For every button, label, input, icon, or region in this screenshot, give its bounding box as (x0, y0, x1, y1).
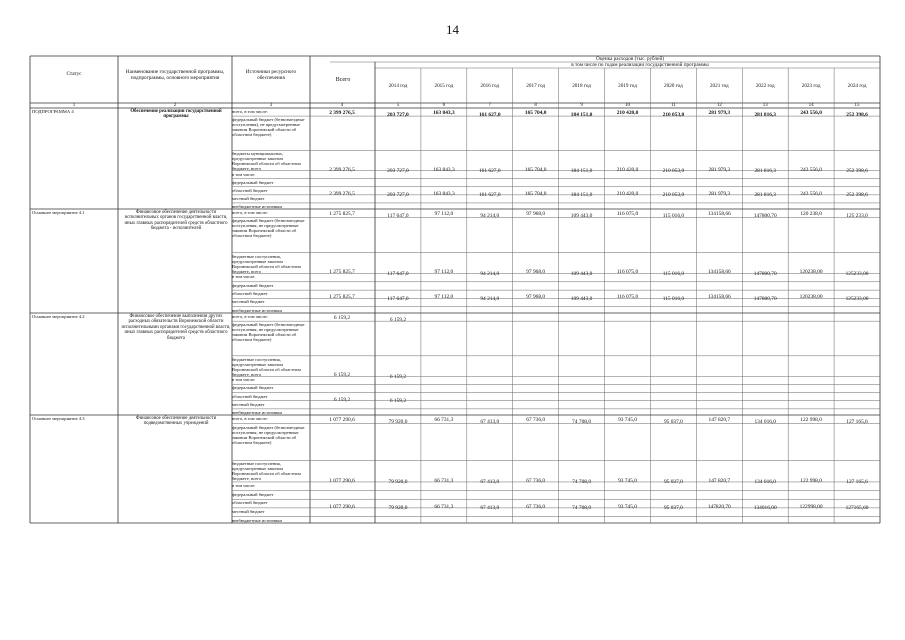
page-number: 14 (446, 22, 459, 37)
source-label: всего, в том числе: (232, 109, 268, 114)
source-label: областной бюджет (232, 393, 268, 399)
source-label: всего, в том числе: (232, 210, 268, 215)
column-number: 1 (72, 103, 76, 108)
value-cell: 97 968,0 (526, 211, 546, 218)
section-status: ПОДПРОГРАММА 4 (32, 109, 74, 114)
source-label: в том числе: (232, 274, 256, 280)
value-cell: 94 214,0 (480, 212, 500, 219)
value-cell: 2 399 276,5 (329, 110, 355, 117)
value-cell: 120 238,0 (800, 211, 822, 218)
source-label: местный бюджет (232, 508, 265, 514)
source-label: федеральный бюджет (безвозмездные поступления, не предусмотренные законом Воронежской области об областном бюджете) (232, 322, 305, 343)
source-label: федеральный бюджет (232, 282, 274, 288)
value-cell: 147800,70 (753, 295, 777, 302)
value-cell: 184 151,0 (570, 192, 593, 199)
source-label: внебюджетные источники (232, 517, 282, 523)
value-cell: 210 053,0 (662, 111, 685, 118)
section-status: Основное мероприятие 4.2 (32, 314, 85, 319)
source-label: внебюджетные источники (232, 409, 282, 415)
value-cell: 94 214,0 (480, 270, 500, 277)
source-label: местный бюджет (232, 299, 265, 305)
value-cell: 117 647,0 (387, 295, 409, 302)
source-label: федеральный бюджет (безвозмездные поступления, не предусмотренные законом Воронежской области об областном бюджете) (232, 218, 305, 239)
value-cell: 134016,00 (753, 505, 777, 512)
column-number: 5 (396, 103, 400, 108)
year-header: 2020 год (664, 83, 683, 89)
value-cell: 184 151,0 (570, 168, 593, 175)
value-cell: 161 627,0 (478, 111, 501, 118)
value-cell: 120238,00 (799, 294, 823, 301)
value-cell: 79 920,0 (388, 418, 408, 425)
value-cell: 243 556,0 (800, 166, 822, 173)
value-cell: 203 727,0 (387, 111, 409, 118)
value-cell: 147800,70 (753, 212, 777, 219)
value-cell: 97 968,0 (526, 294, 546, 301)
value-cell: 116 075,0 (616, 269, 639, 276)
value-cell: 147 820,7 (708, 417, 731, 424)
value-cell: 67 413,0 (480, 479, 500, 486)
value-cell: 97 112,0 (434, 269, 454, 276)
value-cell: 243 556,0 (800, 110, 822, 117)
source-label: внебюджетные источники (232, 203, 282, 209)
value-cell: 97 112,0 (434, 294, 454, 301)
value-cell: 109 443,0 (570, 270, 593, 277)
year-header: 2015 год (434, 83, 454, 89)
value-cell: 210 420,0 (616, 190, 639, 197)
value-cell: 1 077 290,6 (329, 503, 355, 510)
source-label: всего, в том числе: (232, 416, 268, 421)
value-cell: 120238,00 (799, 269, 823, 276)
value-cell: 184 151,0 (570, 111, 593, 118)
value-cell: 147800,70 (753, 270, 777, 277)
source-label: местный бюджет (232, 401, 265, 407)
value-cell: 93 745,0 (618, 477, 637, 484)
year-header: 2022 год (755, 83, 775, 89)
value-cell: 6 159,2 (333, 372, 351, 379)
source-label: бюджетные поступления, предусмотренные законом Воронежской области об областном бюджете, всего (232, 253, 301, 274)
value-cell: 125233,00 (845, 295, 869, 302)
column-number: 10 (625, 103, 630, 108)
value-cell: 252 398,6 (846, 192, 868, 199)
value-cell: 67 736,0 (526, 477, 546, 484)
year-header: 2016 год (480, 83, 500, 89)
value-cell: 161 627,0 (478, 192, 501, 199)
source-label: в том числе: (232, 482, 256, 488)
value-cell: 74 708,0 (572, 479, 592, 486)
value-cell: 115 016,0 (662, 270, 685, 277)
header-group-title: Оценка расходов (тыс. рублей) (596, 56, 664, 62)
value-cell: 125233,00 (845, 270, 869, 277)
value-cell: 127 165,6 (846, 479, 868, 486)
value-cell: 116 075,0 (616, 211, 639, 218)
value-cell: 161 627,0 (478, 168, 501, 175)
value-cell: 134158,66 (707, 294, 731, 301)
source-label: бюджеты муниципальных, предусмотренные законом Воронежской области об областном бюджете, всего (232, 151, 301, 172)
value-cell: 125 233,0 (846, 212, 868, 219)
section-status: Основное мероприятие 4.3 (32, 416, 85, 421)
header-total: Всего (335, 77, 351, 83)
column-number: 3 (269, 103, 273, 108)
value-cell: 109 443,0 (570, 295, 593, 302)
value-cell: 163 843,3 (433, 110, 455, 117)
column-number: 8 (534, 103, 537, 108)
column-number: 13 (762, 103, 768, 108)
value-cell: 252 398,6 (846, 168, 868, 175)
value-cell: 2 399 276,5 (329, 190, 355, 197)
year-header: 2024 год (847, 83, 867, 89)
year-header: 2014 год (388, 83, 408, 89)
value-cell: 127 165,6 (846, 418, 868, 425)
value-cell: 94 214,0 (480, 295, 500, 302)
value-cell: 6 159,2 (333, 396, 351, 403)
source-label: местный бюджет (232, 195, 265, 201)
section-name: Финансовое обеспечение деятельности подведомственных учреждений (135, 416, 217, 427)
value-cell: 134 016,0 (754, 418, 776, 425)
value-cell: 2 399 276,5 (329, 166, 355, 173)
value-cell: 122 998,0 (800, 477, 822, 484)
value-cell: 97 112,0 (434, 211, 454, 218)
value-cell: 6 159,2 (389, 398, 407, 405)
value-cell: 134158,66 (707, 269, 731, 276)
value-cell: 203 727,0 (387, 168, 409, 175)
value-cell: 1 077 290,6 (329, 477, 355, 484)
value-cell: 163 843,3 (433, 190, 455, 197)
value-cell: 210 053,0 (662, 192, 685, 199)
value-cell: 163 843,3 (433, 166, 455, 173)
value-cell: 147820,70 (707, 503, 731, 510)
value-cell: 93 745,0 (618, 417, 637, 424)
source-label: федеральный бюджет (232, 179, 274, 185)
value-cell: 67 413,0 (480, 418, 500, 425)
value-cell: 134 016,0 (754, 479, 776, 486)
value-cell: 79 920,0 (388, 479, 408, 486)
year-header: 2021 год (709, 83, 729, 89)
value-cell: 281 979,3 (708, 166, 731, 173)
column-number: 4 (340, 103, 344, 108)
year-header: 2023 год (801, 83, 821, 89)
column-number: 2 (173, 103, 177, 108)
year-header: 2019 год (618, 83, 637, 89)
value-cell: 252 398,6 (846, 111, 868, 118)
value-cell: 95 037,0 (663, 505, 683, 512)
column-number: 11 (670, 103, 676, 108)
value-cell: 67 736,0 (526, 503, 546, 510)
source-label: бюджетные поступления, предусмотренные законом Воронежской области об областном бюджете, всего (232, 356, 301, 377)
value-cell: 115 016,0 (662, 212, 685, 219)
value-cell: 134158,66 (707, 211, 731, 218)
value-cell: 93 745,0 (618, 503, 637, 510)
value-cell: 95 037,0 (663, 479, 683, 486)
header-sub-title: в том числе по годам реализации государственной программы (571, 62, 709, 68)
value-cell: 67 736,0 (526, 417, 546, 424)
value-cell: 74 708,0 (572, 418, 592, 425)
value-cell: 281 816,3 (754, 168, 776, 175)
column-number: 9 (580, 103, 583, 108)
value-cell: 6 159,2 (389, 316, 407, 323)
value-cell: 66 731,3 (434, 417, 454, 424)
value-cell: 95 037,0 (663, 418, 683, 425)
value-cell: 115 016,0 (662, 295, 685, 302)
value-cell: 210 053,0 (662, 168, 685, 175)
value-cell: 66 731,3 (434, 477, 454, 484)
section-name: Финансовое обеспечение деятельности исполнительных органов государственной власти, иных главных распорядителей средств областного бюджета - исполнителей (124, 210, 228, 232)
value-cell: 6 159,2 (333, 315, 351, 322)
section-status: Основное мероприятие 4.1 (32, 210, 85, 215)
value-cell: 6 159,2 (389, 373, 407, 380)
header-program-name: Наименование государственной программы, подпрограммы, основного мероприятия (125, 69, 225, 81)
header-source: Источники ресурсного обеспечения (245, 69, 297, 81)
column-number: 6 (442, 103, 446, 108)
value-cell: 97 968,0 (526, 269, 546, 276)
column-number: 7 (488, 103, 492, 108)
year-header: 2017 год (526, 83, 546, 89)
source-label: в том числе: (232, 171, 256, 177)
column-number: 15 (854, 103, 860, 108)
source-label: всего, в том числе: (232, 314, 268, 319)
section-name: Обеспечение реализации государственной программы (130, 109, 222, 120)
value-cell: 1 275 825,7 (329, 211, 355, 218)
column-number: 12 (716, 103, 722, 108)
source-label: федеральный бюджет (232, 491, 274, 497)
source-label: областной бюджет (232, 187, 268, 193)
source-label: федеральный бюджет (безвозмездные поступления), не предусмотренные законом Воронежской области об областном бюджете) (232, 117, 305, 138)
source-label: федеральный бюджет (безвозмездные поступления, не предусмотренные законом Воронежской области об областном бюджете) (232, 424, 305, 445)
value-cell: 281 979,3 (708, 110, 731, 117)
value-cell: 147 820,7 (708, 477, 731, 484)
value-cell: 79 920,0 (388, 505, 408, 512)
value-cell: 117 647,0 (387, 270, 409, 277)
value-cell: 127165,60 (845, 505, 869, 512)
value-cell: 122 998,0 (800, 417, 822, 424)
source-label: в том числе: (232, 377, 256, 383)
value-cell: 109 443,0 (570, 212, 593, 219)
value-cell: 281 816,3 (754, 192, 776, 199)
value-cell: 203 727,0 (387, 192, 409, 199)
value-cell: 67 413,0 (480, 505, 500, 512)
source-label: внебюджетные источники (232, 307, 282, 313)
value-cell: 1 077 290,6 (329, 417, 355, 424)
value-cell: 1 275 825,7 (329, 269, 355, 276)
value-cell: 243 556,0 (800, 190, 822, 197)
value-cell: 116 075,0 (616, 294, 639, 301)
value-cell: 210 420,0 (616, 166, 639, 173)
value-cell: 165 704,0 (524, 190, 547, 197)
value-cell: 281 816,3 (754, 111, 776, 118)
value-cell: 281 979,3 (708, 190, 731, 197)
value-cell: 117 647,0 (387, 212, 409, 219)
year-header: 2018 год (572, 83, 591, 89)
value-cell: 210 420,0 (616, 110, 639, 117)
value-cell: 122998,00 (799, 503, 823, 510)
value-cell: 74 708,0 (572, 505, 592, 512)
value-cell: 66 731,3 (434, 503, 454, 510)
section-name: Финансовое обеспечение выполнения других расходных обязательств Воронежской области исполнительными органами государственной власти, иных главных распорядителей средств областного бюджета (121, 314, 231, 341)
value-cell: 1 275 825,7 (329, 294, 355, 301)
column-number: 14 (808, 103, 814, 108)
source-label: бюджетные поступления, предусмотренные законом Воронежской области об областном бюджете, всего (232, 461, 301, 482)
source-label: областной бюджет (232, 291, 268, 297)
value-cell: 165 704,0 (524, 110, 547, 117)
source-label: областной бюджет (232, 500, 268, 506)
source-label: федеральный бюджет (232, 385, 274, 391)
header-status: Статус (66, 71, 82, 77)
value-cell: 165 704,0 (524, 166, 547, 173)
